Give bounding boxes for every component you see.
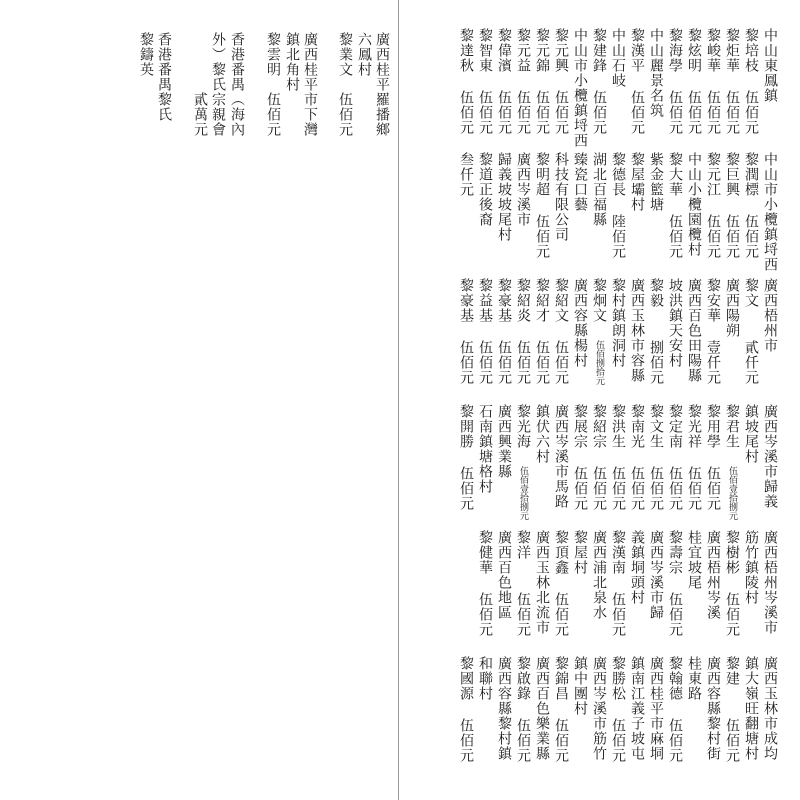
donor-amount: 伍佰元 xyxy=(458,90,474,135)
donor-amount: 伍佰元 xyxy=(667,592,683,637)
donor-location: 叁仟元 xyxy=(458,152,474,197)
donor-location: 廣西岑溪市歸義 xyxy=(762,404,778,509)
donor-location: 廣西浦北泉水 xyxy=(591,530,607,620)
donor-amount: 伍佰元 xyxy=(724,718,740,763)
donor-name: 黎炯文 xyxy=(591,278,607,323)
donor-location: 廣西岑溪市馬路 xyxy=(553,404,569,509)
donor-name: 黎勝松 xyxy=(610,656,626,701)
donor-amount: 伍佰元 xyxy=(553,592,569,637)
donor-location: 筋竹鎮陵村 xyxy=(743,530,759,605)
donor-location: 鎮中團村 xyxy=(572,656,588,716)
donor-name: 黎文 xyxy=(743,278,759,308)
donor-name: 黎豪基 xyxy=(496,278,512,323)
donor-location: 和聯村 xyxy=(477,656,493,701)
donor-amount: 伍佰元 xyxy=(337,92,353,137)
donor-name: 黎雲明 xyxy=(265,32,281,77)
donor-amount: 伍佰元 xyxy=(534,340,550,385)
donor-location: 鎮坡尾村 xyxy=(743,404,759,464)
donor-location: 紫金籃塘 xyxy=(648,152,664,212)
donor-amount: 伍佰元 xyxy=(534,214,550,259)
donor-amount: 伍佰元 xyxy=(686,90,702,135)
donor-location: 廣西興業縣 xyxy=(496,404,512,479)
donor-name: 黎開勝 xyxy=(458,404,474,449)
donor-name: 黎漢平 xyxy=(629,28,645,73)
donor-name: 黎用學 xyxy=(705,404,721,449)
donor-amount: 伍佰元 xyxy=(610,718,626,763)
donor-amount: 伍佰壹拾捌元 xyxy=(727,466,737,520)
donor-amount: 伍佰元 xyxy=(477,340,493,385)
donor-name: 黎元江 xyxy=(705,152,721,197)
donor-location: 歸義坡坡尾村 xyxy=(496,152,512,242)
donor-location: 鎮伏六村 xyxy=(534,404,550,464)
donor-amount: 伍佰元 xyxy=(477,90,493,135)
donor-location: 廣西百色田陽縣 xyxy=(686,278,702,383)
donor-location: 黎道正後裔 xyxy=(477,152,493,227)
donor-location: 黎村鎮朗洞村 xyxy=(610,278,626,368)
donor-location: 臻瓷口藝 xyxy=(572,152,588,212)
donor-location: 廣西岑溪市歸 xyxy=(648,530,664,620)
donor-amount: 伍佰元 xyxy=(553,90,569,135)
donor-location: 廣西桂平市麻垌 xyxy=(648,656,664,761)
donor-location: 廣西玉林北流市 xyxy=(534,530,550,635)
donor-location: 黎屋壩村 xyxy=(629,152,645,212)
donor-location: 中山市小欖鎮埒西 xyxy=(572,28,588,148)
donor-name: 黎炬華 xyxy=(724,28,740,73)
donor-name: 黎洋 xyxy=(515,530,531,560)
donor-amount: 伍佰元 xyxy=(534,90,550,135)
donor-name: 黎培枝 xyxy=(743,28,759,73)
donor-amount: 伍佰元 xyxy=(265,92,281,137)
donor-name: 黎元益 xyxy=(515,28,531,73)
donor-line: 廣西桂平羅播鄉 xyxy=(374,32,390,137)
donor-amount: 伍佰元 xyxy=(667,90,683,135)
donor-name: 黎益基 xyxy=(477,278,493,323)
donor-name: 黎展宗 xyxy=(572,404,588,449)
donor-location: 湖北百福縣 xyxy=(591,152,607,227)
donor-location: 中山東鳳鎮 xyxy=(762,28,778,103)
donor-amount: 伍佰元 xyxy=(553,340,569,385)
donor-line: 六鳳村 xyxy=(356,32,372,77)
donor-name: 黎智東 xyxy=(477,28,493,73)
donor-location: 鎮南江義子坡屯 xyxy=(629,656,645,761)
donor-amount: 伍佰元 xyxy=(515,90,531,135)
donor-name: 黎漢南 xyxy=(610,530,626,575)
donor-location: 科技有限公司 xyxy=(553,152,569,242)
donor-name: 黎巨興 xyxy=(724,152,740,197)
donor-location: 坡洪鎮天安村 xyxy=(667,278,683,368)
donor-amount: 伍佰元 xyxy=(648,466,664,511)
donor-amount: 貳仟元 xyxy=(743,340,759,385)
donor-amount: 伍佰元 xyxy=(572,466,588,511)
donor-location: 中山石岐 xyxy=(610,28,626,88)
donor-amount: 伍佰元 xyxy=(458,718,474,763)
donor-amount: 捌佰元 xyxy=(648,340,664,385)
donor-name: 黎南光 xyxy=(629,404,645,449)
donor-amount: 伍佰元 xyxy=(724,214,740,259)
donor-name: 黎定南 xyxy=(667,404,683,449)
donor-name: 黎鑄英 xyxy=(138,32,154,77)
donor-location: 廣西梧州岑溪 xyxy=(705,530,721,620)
donor-amount: 伍佰元 xyxy=(496,340,512,385)
donor-amount: 伍佰元 xyxy=(458,466,474,511)
donor-name: 黎元錦 xyxy=(534,28,550,73)
donor-location: 廣西梧州市 xyxy=(762,278,778,353)
donor-name: 黎樹彬 xyxy=(724,530,740,575)
donor-name: 黎頂鑫 xyxy=(553,530,569,575)
donor-name: 黎建鋒 xyxy=(591,28,607,73)
donor-amount: 伍佰元 xyxy=(667,466,683,511)
donor-name: 黎偉濱 xyxy=(496,28,512,73)
donor-name: 黎錦昌 xyxy=(553,656,569,701)
donor-amount: 伍佰元 xyxy=(724,592,740,637)
donor-name: 黎豪基 xyxy=(458,278,474,323)
donor-name: 黎炫明 xyxy=(686,28,702,73)
donor-amount: 伍佰捌拾元 xyxy=(594,340,604,385)
donor-location: 義鎮垌頭村 xyxy=(629,530,645,605)
page-gutter xyxy=(398,0,399,800)
donor-amount: 伍佰元 xyxy=(591,466,607,511)
donor-name: 黎大華 xyxy=(667,152,683,197)
donor-amount: 伍佰元 xyxy=(705,466,721,511)
donor-amount: 伍佰壹拾捌元 xyxy=(518,466,528,520)
donor-name: 黎毅 xyxy=(648,278,664,308)
donor-name: 黎建 xyxy=(724,656,740,686)
donor-amount: 伍佰元 xyxy=(629,90,645,135)
donor-location: 廣西百色樂業縣 xyxy=(534,656,550,761)
donor-name: 黎君生 xyxy=(724,404,740,449)
donor-amount: 伍佰元 xyxy=(686,466,702,511)
donor-amount: 伍佰元 xyxy=(743,90,759,135)
donor-location: 黎屋村 xyxy=(572,530,588,575)
donor-location: 鎮大嶺旺翻塘村 xyxy=(743,656,759,761)
donor-location: 中山麗景名筑 xyxy=(648,28,664,118)
donor-location: 廣西容縣楊村 xyxy=(572,278,588,368)
donor-location: 廣西岑溪市筋竹 xyxy=(591,656,607,761)
donor-line: 鎮北角村 xyxy=(284,32,300,92)
donor-name: 黎文生 xyxy=(648,404,664,449)
donor-location: 桂宜坡尾 xyxy=(686,530,702,590)
donor-amount: 陸佰元 xyxy=(610,214,626,259)
donor-name: 黎光祥 xyxy=(686,404,702,449)
donor-amount: 伍佰元 xyxy=(515,592,531,637)
donor-amount: 伍佰元 xyxy=(724,90,740,135)
donor-amount: 壹仟元 xyxy=(705,340,721,385)
donor-name: 黎德長 xyxy=(610,152,626,197)
donor-name: 黎業文 xyxy=(337,32,353,77)
donor-line: 香港番禺（海內 xyxy=(229,32,245,137)
donor-amount: 伍佰元 xyxy=(705,214,721,259)
donor-location: 廣西玉林市成均 xyxy=(762,656,778,761)
donor-name: 黎洪生 xyxy=(610,404,626,449)
donor-location: 石南鎮塘格村 xyxy=(477,404,493,494)
donor-amount: 伍佰元 xyxy=(667,718,683,763)
donor-name: 黎紹才 xyxy=(534,278,550,323)
donor-name: 黎安華 xyxy=(705,278,721,323)
donor-amount: 伍佰元 xyxy=(629,466,645,511)
donor-location: 廣西陽朔 xyxy=(724,278,740,338)
donor-amount: 伍佰元 xyxy=(591,90,607,135)
donor-amount: 伍佰元 xyxy=(705,90,721,135)
donor-amount: 貳萬元 xyxy=(192,92,208,137)
donor-line: 外）黎氏宗親會 xyxy=(210,32,226,137)
donor-name: 黎國源 xyxy=(458,656,474,701)
donor-name: 黎潤標 xyxy=(743,152,759,197)
donor-amount: 伍佰元 xyxy=(515,718,531,763)
donor-name: 黎紹文 xyxy=(553,278,569,323)
donor-location: 廣西梧州岑溪市 xyxy=(762,530,778,635)
donor-amount: 伍佰元 xyxy=(496,90,512,135)
donor-amount: 伍佰元 xyxy=(553,718,569,763)
donor-name: 黎翰德 xyxy=(667,656,683,701)
donor-amount: 伍佰元 xyxy=(515,340,531,385)
donor-name: 黎明超 xyxy=(534,152,550,197)
donor-name: 黎紹炎 xyxy=(515,278,531,323)
donor-location: 中山市小欖鎮埒西 xyxy=(762,152,778,272)
donor-name: 黎啟錄 xyxy=(515,656,531,701)
donor-name: 黎健華 xyxy=(477,530,493,575)
donor-line: 廣西桂平市下灣 xyxy=(302,32,318,137)
donor-location: 廣西容縣黎村街 xyxy=(705,656,721,761)
donor-location: 桂東路 xyxy=(686,656,702,701)
donor-name: 黎峻華 xyxy=(705,28,721,73)
donor-name: 黎紹宗 xyxy=(591,404,607,449)
donor-location: 廣西容縣黎村鎮 xyxy=(496,656,512,761)
donor-amount: 伍佰元 xyxy=(610,466,626,511)
donor-name: 黎光海 xyxy=(515,404,531,449)
donor-line: 香港番禺黎氏 xyxy=(156,32,172,122)
donor-location: 廣西岑溪市 xyxy=(515,152,531,227)
donor-location: 中山小欖園欖村 xyxy=(686,152,702,257)
donor-name: 黎海學 xyxy=(667,28,683,73)
donor-name: 黎元興 xyxy=(553,28,569,73)
donor-amount: 伍佰元 xyxy=(458,340,474,385)
donor-amount: 伍佰元 xyxy=(610,592,626,637)
donor-amount: 伍佰元 xyxy=(667,214,683,259)
donor-location: 廣西百色地區 xyxy=(496,530,512,620)
donor-amount: 伍佰元 xyxy=(477,592,493,637)
donor-name: 黎達秋 xyxy=(458,28,474,73)
donor-location: 廣西玉林市容縣 xyxy=(629,278,645,383)
donor-name: 黎壽宗 xyxy=(667,530,683,575)
donor-amount: 伍佰元 xyxy=(743,214,759,259)
